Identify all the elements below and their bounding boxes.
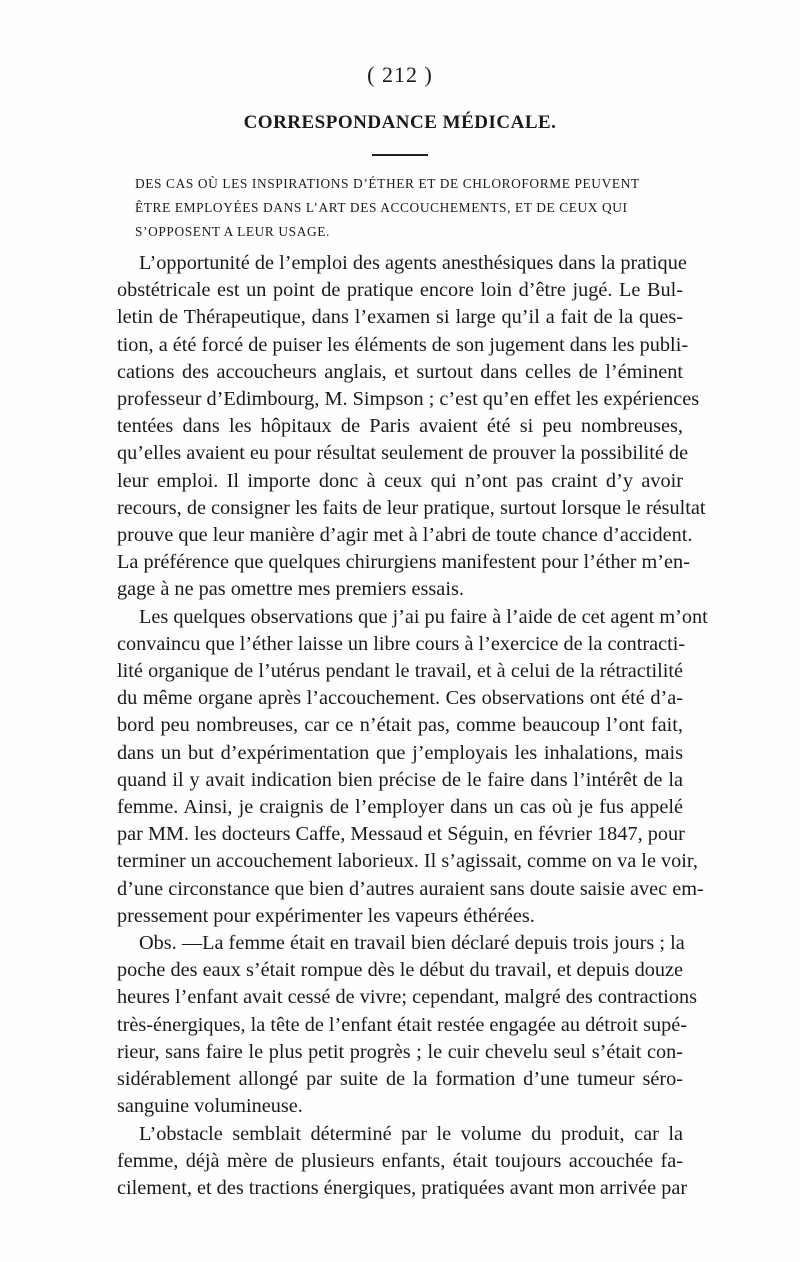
body-line: L’obstacle semblait déterminé par le volume du produit, car la	[139, 1122, 683, 1145]
body-line: dans un but d’expérimentation que j’employais les inhalations, mais	[117, 741, 683, 764]
body-line: rieur, sans faire le plus petit progrès ; le cuir chevelu seul s’était con-	[117, 1040, 683, 1063]
body-line: cations des accoucheurs anglais, et surtout dans celles de l’éminent	[117, 360, 683, 383]
body-line: terminer un accouchement laborieux. Il s’agissait, comme on va le voir,	[117, 850, 698, 873]
body-line: sidérablement allongé par suite de la formation d’une tumeur séro-	[117, 1068, 683, 1091]
body-line: pressement pour expérimenter les vapeurs éthérées.	[117, 904, 535, 927]
body-line: très-énergiques, la tête de l’enfant était restée engagée au détroit supé-	[117, 1013, 688, 1036]
section-title: CORRESPONDANCE MÉDICALE.	[243, 112, 557, 133]
body-line: d’une circonstance que bien d’autres auraient sans doute saisie avec em-	[117, 877, 704, 900]
body-line: du même organe après l’accouchement. Ces observations ont été d’a-	[117, 687, 683, 710]
body-line: letin de Thérapeutique, dans l’examen si large qu’il a fait de la ques-	[117, 306, 683, 329]
article-body	[117, 250, 708, 1202]
body-line: convaincu que l’éther laisse un libre cours à l’exercice de la contracti-	[117, 632, 686, 655]
body-line: lité organique de l’utérus pendant le travail, et à celui de la rétractilité	[117, 660, 683, 683]
body-line: quand il y avait indication bien précise de le faire dans l’intérêt de la	[117, 768, 683, 791]
body-line: par MM. les docteurs Caffe, Messaud et Séguin, en février 1847, pour	[117, 823, 685, 846]
body-line: cilement, et des tractions énergiques, pratiquées avant mon arrivée par	[117, 1176, 688, 1199]
body-line: L’opportunité de l’emploi des agents anesthésiques dans la pratique	[139, 252, 687, 274]
title-divider	[372, 154, 428, 156]
body-line: leur emploi. Il importe donc à ceux qui n’ont pas craint d’y avoir	[117, 469, 683, 492]
body-line: gage à ne pas omettre mes premiers essais.	[117, 578, 464, 601]
body-line: prouve que leur manière d’agir met à l’abri de toute chance d’accident.	[117, 524, 693, 547]
body-line: heures l’enfant avait cessé de vivre; cependant, malgré des contractions	[117, 986, 698, 1009]
body-line: Les quelques observations que j’ai pu faire à l’aide de cet agent m’ont	[139, 605, 708, 628]
subtitle-line: S’OPPOSENT A LEUR USAGE.	[135, 224, 330, 239]
body-line: professeur d’Edimbourg, M. Simpson ; c’est qu’en effet les expériences	[117, 388, 700, 411]
body-line: qu’elles avaient eu pour résultat seulement de prouver la possibilité de	[117, 442, 689, 465]
body-line-observation: Obs. —La femme était en travail bien déclaré depuis trois jours ; la	[139, 932, 685, 955]
body-line: La préférence que quelques chirurgiens manifestent pour l’éther m’en-	[117, 551, 690, 574]
page-number: ( 212 )	[367, 62, 433, 87]
article-subtitle	[135, 172, 680, 244]
body-line: tion, a été forcé de puiser les éléments de son jugement dans les publi-	[117, 333, 689, 356]
subtitle-line: DES CAS OÙ LES INSPIRATIONS D’ÉTHER ET DE CHLOROFORME PEUVENT	[135, 176, 640, 191]
body-line: femme. Ainsi, je craignis de l’employer dans un cas où je fus appelé	[117, 796, 683, 819]
body-line: poche des eaux s’était rompue dès le début du travail, et depuis douze	[117, 959, 683, 982]
body-line: bord peu nombreuses, car ce n’était pas, comme beaucoup l’ont fait,	[117, 714, 683, 737]
body-line: recours, de consigner les faits de leur pratique, surtout lorsque le résultat	[117, 496, 706, 519]
body-line: femme, déjà mère de plusieurs enfants, était toujours accouchée fa-	[117, 1149, 683, 1172]
body-line: sanguine volumineuse.	[117, 1095, 303, 1118]
body-line: tentées dans les hôpitaux de Paris avaient été si peu nombreuses,	[117, 415, 683, 438]
subtitle-line: ÊTRE EMPLOYÉES DANS L’ART DES ACCOUCHEMENTS, ET DE CEUX QUI	[135, 200, 628, 215]
body-line: obstétricale est un point de pratique encore loin d’être jugé. Le Bul-	[117, 279, 683, 302]
